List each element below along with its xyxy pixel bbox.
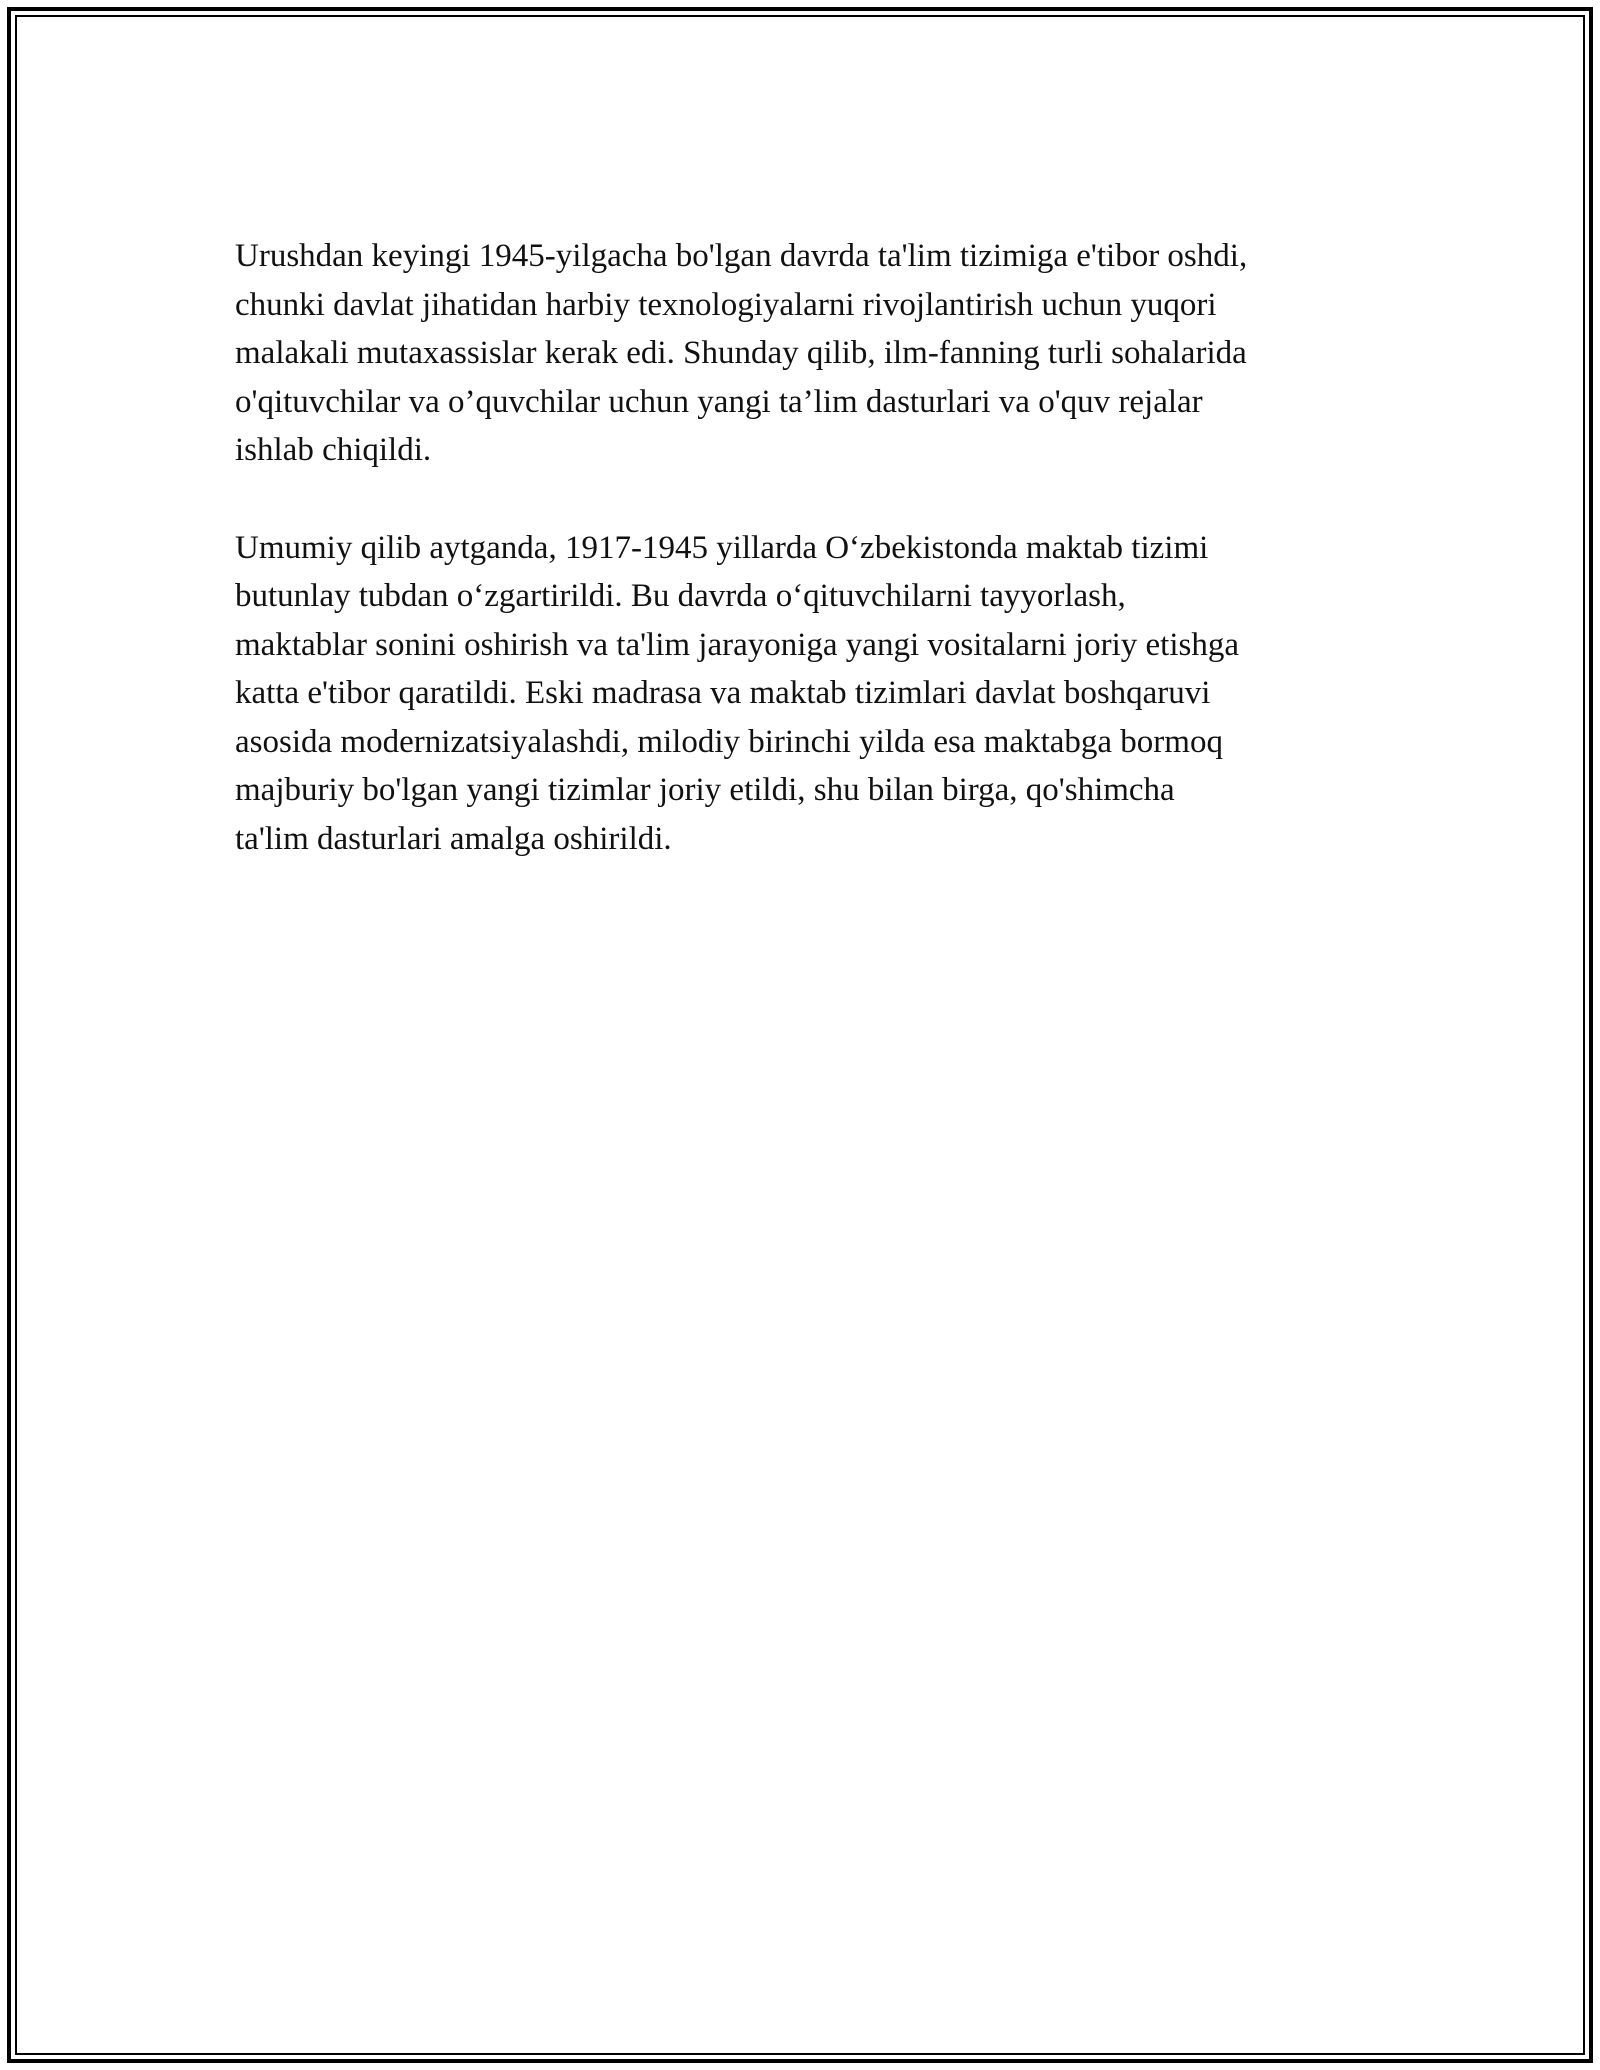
paragraph-2: Umumiy qilib aytganda, 1917-1945 yillarda O‘zbekistonda maktab tizimi butunlay tubdan o‘zgartirildi. Bu davrda o‘qituvchilarni tayyorlash, maktablar sonini oshirish va ta'lim jarayoniga yangi vositalarni joriy etishga katta e'tibor qaratildi. Eski madrasa va maktab tizimlari davlat boshqaruvi asosida modernizatsiyalashdi, milodiy birinchi yilda esa maktabga bormoq majburiy bo'lgan yangi tizimlar joriy etildi, shu bilan birga, qo'shimcha ta'lim dasturlari amalga oshirildi. — [235, 529, 1239, 857]
paragraph-1: Urushdan keyingi 1945-yilgacha bo'lgan davrda ta'lim tizimiga e'tibor oshdi, chunki davlat jihatidan harbiy texnologiyalarni rivojlantirish uchun yuqori malakali mutaxassislar kerak edi. Shunday qilib, ilm-fanning turli sohalarida o'qituvchilar va o’quvchilar uchun yangi ta’lim dasturlari va o'quv rejalar ishlab chiqildi. — [235, 238, 1248, 468]
document-body — [235, 232, 1375, 912]
